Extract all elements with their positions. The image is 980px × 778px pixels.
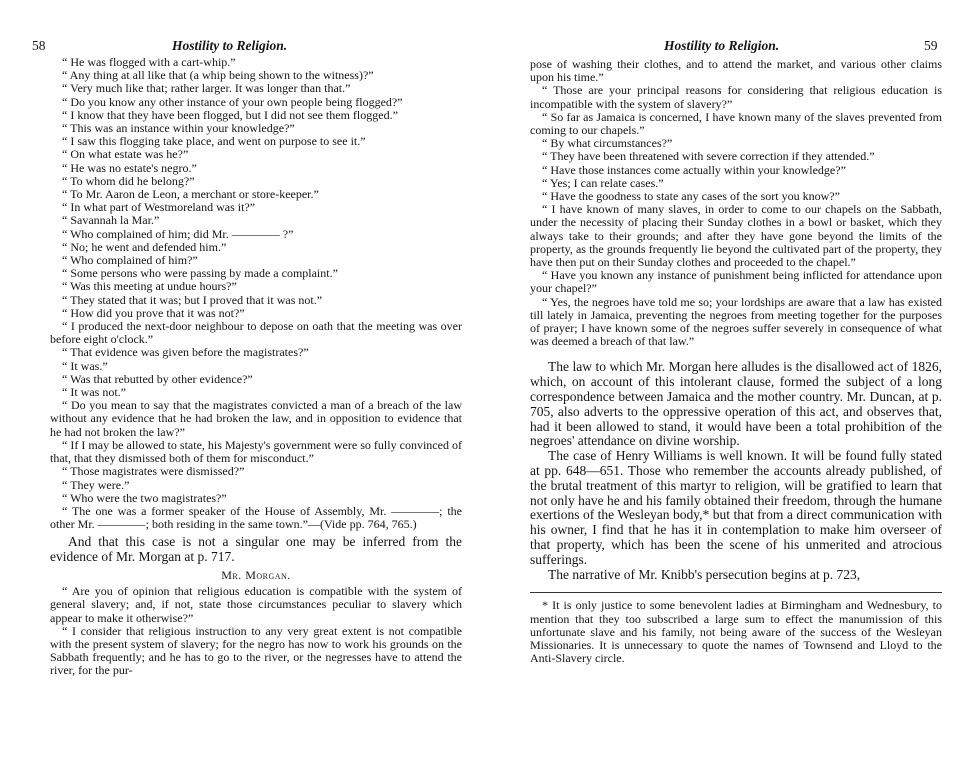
body-paragraph: And that this case is not a singular one may be inferred from the evidence of Mr. Morgan at p. 717. xyxy=(50,534,462,565)
body-paragraph: The narrative of Mr. Knibb's persecution begins at p. 723, xyxy=(548,566,861,582)
testimony-line: “ It was not.” xyxy=(62,385,126,400)
testimony-line: “ That evidence was given before the magistrates?” xyxy=(62,345,309,360)
testimony-line: “ No; he went and defended him.” xyxy=(62,239,227,254)
testimony-line: “ Have the goodness to state any cases of the sort you know?” xyxy=(542,189,840,204)
testimony-line: “ The one was a former speaker of the House of Assembly, Mr. ————; the other Mr. ————; both residing in the same town.”—(Vide pp. 764, 765.) xyxy=(50,503,462,532)
testimony-line: “ Who complained of him; did Mr. ———— ?” xyxy=(62,226,294,241)
body-paragraph: The case of Henry Williams is well known. It will be found fully stated at pp. 648—651. Those who remember the accounts already published, of the brutal treatment of this martyr to religion, will be gratified to learn that not only have he and his family obtained their freedom, through the humane exertions of the Wesleyan body,* but that from a direct communication with his owner, I find that he has it in contemplation to make him overseer of that property, which has been the scene of his unmerited and atrocious sufferings. xyxy=(530,448,942,567)
testimony-line: “ Who complained of him?” xyxy=(62,253,198,268)
testimony-line: “ He was no estate's negro.” xyxy=(62,160,197,175)
testimony-line: “ Those magistrates were dismissed?” xyxy=(62,464,245,479)
testimony-line: “ Do you mean to say that the magistrates convicted a man of a breach of the law without any evidence that he had broken the law, and in opposition to evidence that he had not broken the law?” xyxy=(50,398,462,439)
testimony-line: pose of washing their clothes, and to attend the market, and various other claims upon his time.” xyxy=(530,57,942,85)
body-paragraph: The law to which Mr. Morgan here alludes is the disallowed act of 1826, which, on account of this intolerant clause, formed the subject of a long correspondence between Jamaica and the mother country. Mr. Duncan, at p. 705, also adverts to the oppressive operation of this act, and observes that, had it been allowed to stand, it would have been a total prohibition of the negroes' attendance on divine worship. xyxy=(530,359,942,449)
testimony-line: “ On what estate was he?” xyxy=(62,147,189,162)
testimony-line: “ Yes, the negroes have told me so; your lordships are aware that a law has existed till lately in Jamaica, preventing the negroes from meeting together for the purposes of prayer; I have known some of the negroes suffer severely in consequence of what was deemed a breach of that law.” xyxy=(530,294,942,349)
testimony-line: “ This was an instance within your knowledge?” xyxy=(62,121,295,136)
testimony-line: “ If I may be allowed to state, his Majesty's government were so fully convinced of that, that they dismissed both of them for misconduct.” xyxy=(50,437,462,466)
testimony-line: “ I have known of many slaves, in order to come to our chapels on the Sabbath, under the necessity of placing their Sunday clothes in a bowl or basket, which they always take to their grounds; and after they have gone beyond the limits of the property, as the grounds frequently lie beyond the cultivated part of the property, they have then put on their Sunday clothes and proceeded to the chapel.” xyxy=(530,202,942,270)
right-page-text xyxy=(530,58,942,665)
testimony-line: “ Savannah la Mar.” xyxy=(62,213,160,228)
testimony-line: “ Some persons who were passing by made a complaint.” xyxy=(62,266,338,281)
testimony-line: “ Are you of opinion that religious education is compatible with the system of general slavery; and, if not, state those circumstances peculiar to slavery which appear to make it otherwise?” xyxy=(50,584,462,625)
testimony-line: “ It was.” xyxy=(62,358,108,373)
testimony-line: “ They stated that it was; but I proved that it was not.” xyxy=(62,292,323,307)
testimony-line: “ I consider that religious instruction to any very great extent is not compatible with the present system of slavery; for the negro has now to work his grounds on the Sabbath frequently; and he has to go to the river, or the negresses have to attend the river, for the pur- xyxy=(50,623,462,678)
testimony-line: “ Have those instances come actually within your knowledge?” xyxy=(542,162,846,177)
footnote-rule xyxy=(530,592,942,593)
testimony-line: “ I know that they have been flogged, but I did not see them flogged.” xyxy=(62,107,398,122)
testimony-line: “ Yes; I can relate cases.” xyxy=(542,175,664,190)
right-page-number: 59 xyxy=(924,38,938,53)
right-running-title: Hostility to Religion. xyxy=(664,38,780,53)
footnote: * It is only justice to some benevolent ladies at Birmingham and Wednesbury, to mention that they too subscribed a large sum to effect the manumission of this unfortunate slave and his family, not being aware of the success of the Wesleyan Missionaries. It is unnecessary to quote the names of Townsend and Lloyd to the Anti-Slavery circle. xyxy=(530,598,942,666)
testimony-line: “ To Mr. Aaron de Leon, a merchant or store-keeper.” xyxy=(62,187,319,202)
testimony-line: “ Who were the two magistrates?” xyxy=(62,490,227,505)
testimony-line: “ How did you prove that it was not?” xyxy=(62,305,245,320)
testimony-line: “ I produced the next-door neighbour to depose on oath that the meeting was over before eight o'clock.” xyxy=(50,319,462,347)
testimony-line: “ They were.” xyxy=(62,477,130,492)
speaker-heading: Mr. Morgan. xyxy=(221,567,291,582)
testimony-line: “ He was flogged with a cart-whip.” xyxy=(62,55,236,69)
left-page-text xyxy=(50,56,462,678)
testimony-line: “ Have you known any instance of punishment being inflicted for attendance upon your chapel?” xyxy=(530,268,942,296)
testimony-line: “ Was that rebutted by other evidence?” xyxy=(62,371,253,386)
left-page-number: 58 xyxy=(32,38,46,53)
testimony-line: “ Do you know any other instance of your own people being flogged?” xyxy=(62,94,403,109)
testimony-line: “ Was this meeting at undue hours?” xyxy=(62,279,237,294)
testimony-line: “ In what part of Westmoreland was it?” xyxy=(62,200,256,215)
testimony-line: “ Any thing at all like that (a whip being shown to the witness)?” xyxy=(62,68,374,83)
left-running-title: Hostility to Religion. xyxy=(172,38,288,53)
testimony-line: “ I saw this flogging take place, and went on purpose to see it.” xyxy=(62,134,366,149)
testimony-line: “ To whom did he belong?” xyxy=(62,173,195,188)
testimony-line: “ So far as Jamaica is concerned, I have known many of the slaves prevented from coming to our chapels.” xyxy=(530,109,942,138)
testimony-line: “ They have been threatened with severe correction if they attended.” xyxy=(542,149,875,164)
testimony-line: “ By what circumstances?” xyxy=(542,136,673,151)
testimony-line: “ Very much like that; rather larger. It was longer than that.” xyxy=(62,81,351,96)
testimony-line: “ Those are your principal reasons for considering that religious education is incompatible with the system of slavery?” xyxy=(530,83,942,111)
right-page xyxy=(490,0,980,778)
